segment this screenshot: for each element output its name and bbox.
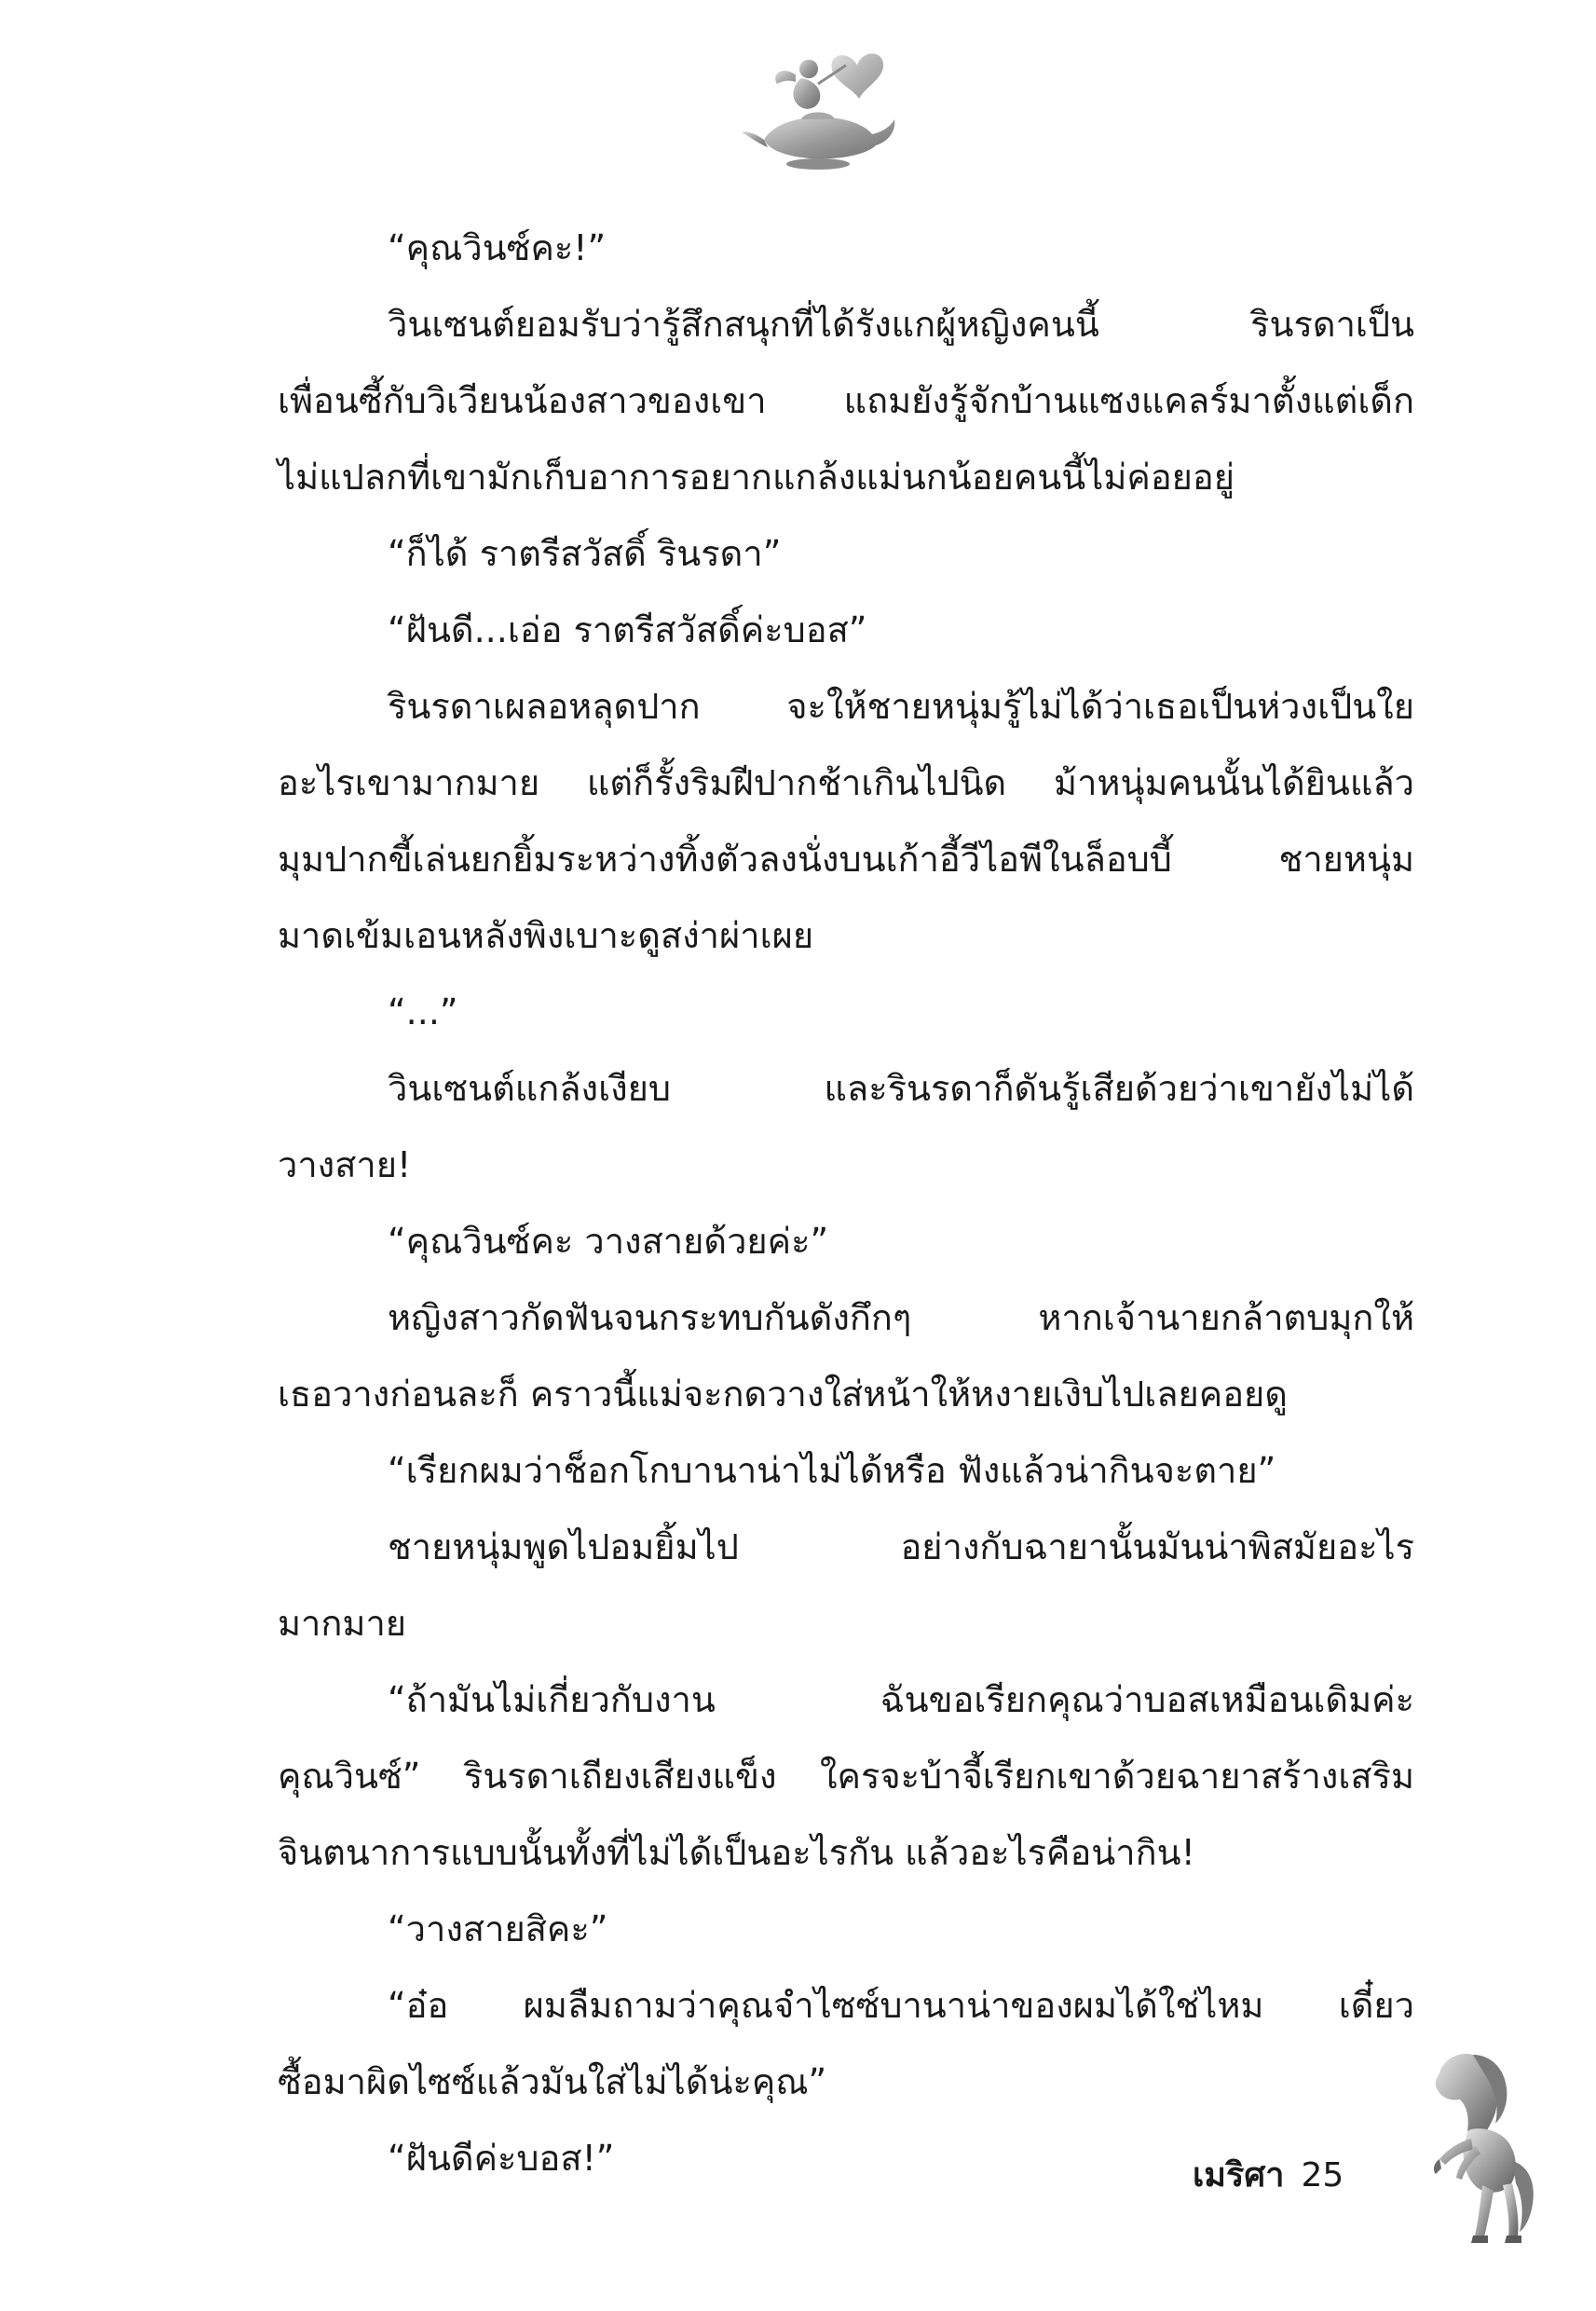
text-line: “วางสายสิคะ” [388, 1908, 608, 1949]
text-line: ซื้อมาผิดไซซ์แล้วมันใส่ไม่ได้น่ะคุณ” [278, 2061, 827, 2102]
text-line: “คุณวินซ์คะ วางสายด้วยค่ะ” [388, 1221, 829, 1262]
teapot-cupid-ornament-icon [736, 37, 904, 177]
text-line: จินตนาการแบบนั้นทั้งที่ไม่ได้เป็นอะไรกัน แล้วอะไรคือน่ากิน! [278, 1832, 1195, 1873]
text-line: “ถ้ามันไม่เกี่ยวกับงาน ฉันขอเรียกคุณว่าบอสเหมือนเดิมค่ะ [388, 1679, 1414, 1720]
text-line: เพื่อนซี้กับวิเวียนน้องสาวของเขา แถมยังรู้จักบ้านแซงแคลร์มาตั้งแต่เด็ก [278, 380, 1414, 421]
text-line: หญิงสาวกัดฟันจนกระทบกันดังกึกๆ หากเจ้านายกล้าตบมุกให้ [388, 1297, 1414, 1338]
text-line: มากมาย [278, 1603, 407, 1644]
text-line: “เรียกผมว่าช็อกโกบานาน่าไม่ได้หรือ ฟังแล้วน่ากินจะตาย” [388, 1450, 1276, 1491]
text-line: ไม่แปลกที่เขามักเก็บอาการอยากแกล้งแม่นกน้อยคนนี้ไม่ค่อยอยู่ [278, 457, 1235, 498]
text-line: วินเซนต์แกล้งเงียบ และรินรดาก็ดันรู้เสียด้วยว่าเขายังไม่ได้ [388, 1068, 1414, 1109]
story-body [278, 210, 1414, 2196]
text-line: วางสาย! [278, 1144, 412, 1185]
text-line: มุมปากขี้เล่นยกยิ้มระหว่างทิ้งตัวลงนั่งบนเก้าอี้วีไอพีในล็อบบี้ ชายหนุ่ม [278, 839, 1414, 880]
text-line: เธอวางก่อนละก็ คราวนี้แม่จะกดวางใส่หน้าให้หงายเงิบไปเลยคอยดู [278, 1374, 1288, 1415]
page-footer [1193, 2143, 1344, 2208]
text-line: มาดเข้มเอนหลังพิงเบาะดูสง่าผ่าเผย [278, 915, 814, 956]
text-line: ชายหนุ่มพูดไปอมยิ้มไป อย่างกับฉายานั้นมันน่าพิสมัยอะไร [388, 1526, 1414, 1567]
text-line: “คุณวินซ์คะ!” [388, 227, 607, 268]
text-line: รินรดาเผลอหลุดปาก จะให้ชายหนุ่มรู้ไม่ได้ว่าเธอเป็นห่วงเป็นใย [388, 686, 1414, 727]
page-number: 25 [1301, 2156, 1344, 2195]
book-title: เมริศา [1193, 2156, 1285, 2195]
text-line: อะไรเขามากมาย แต่ก็รั้งริมฝีปากช้าเกินไปนิด ม้าหนุ่มคนนั้นได้ยินแล้ว [278, 762, 1414, 803]
rearing-horse-icon [1402, 2045, 1542, 2250]
text-line: “อ๋อ ผมลืมถามว่าคุณจำไซซ์บานาน่าของผมได้ใช่ไหม เดี๋ยว [388, 1985, 1414, 2026]
text-line: “ฝันดี...เอ่อ ราตรีสวัสดิ์ค่ะบอส” [388, 609, 867, 650]
text-line: “ฝันดีค่ะบอส!” [388, 2138, 615, 2179]
text-line: คุณวินซ์” รินรดาเถียงเสียงแข็ง ใครจะบ้าจี้เรียกเขาด้วยฉายาสร้างเสริม [278, 1756, 1414, 1797]
text-line: “ก็ได้ ราตรีสวัสดิ์ รินรดา” [388, 533, 782, 574]
text-line: วินเซนต์ยอมรับว่ารู้สึกสนุกที่ได้รังแกผู้หญิงคนนี้ รินรดาเป็น [388, 304, 1414, 345]
text-line: “...” [388, 991, 458, 1032]
